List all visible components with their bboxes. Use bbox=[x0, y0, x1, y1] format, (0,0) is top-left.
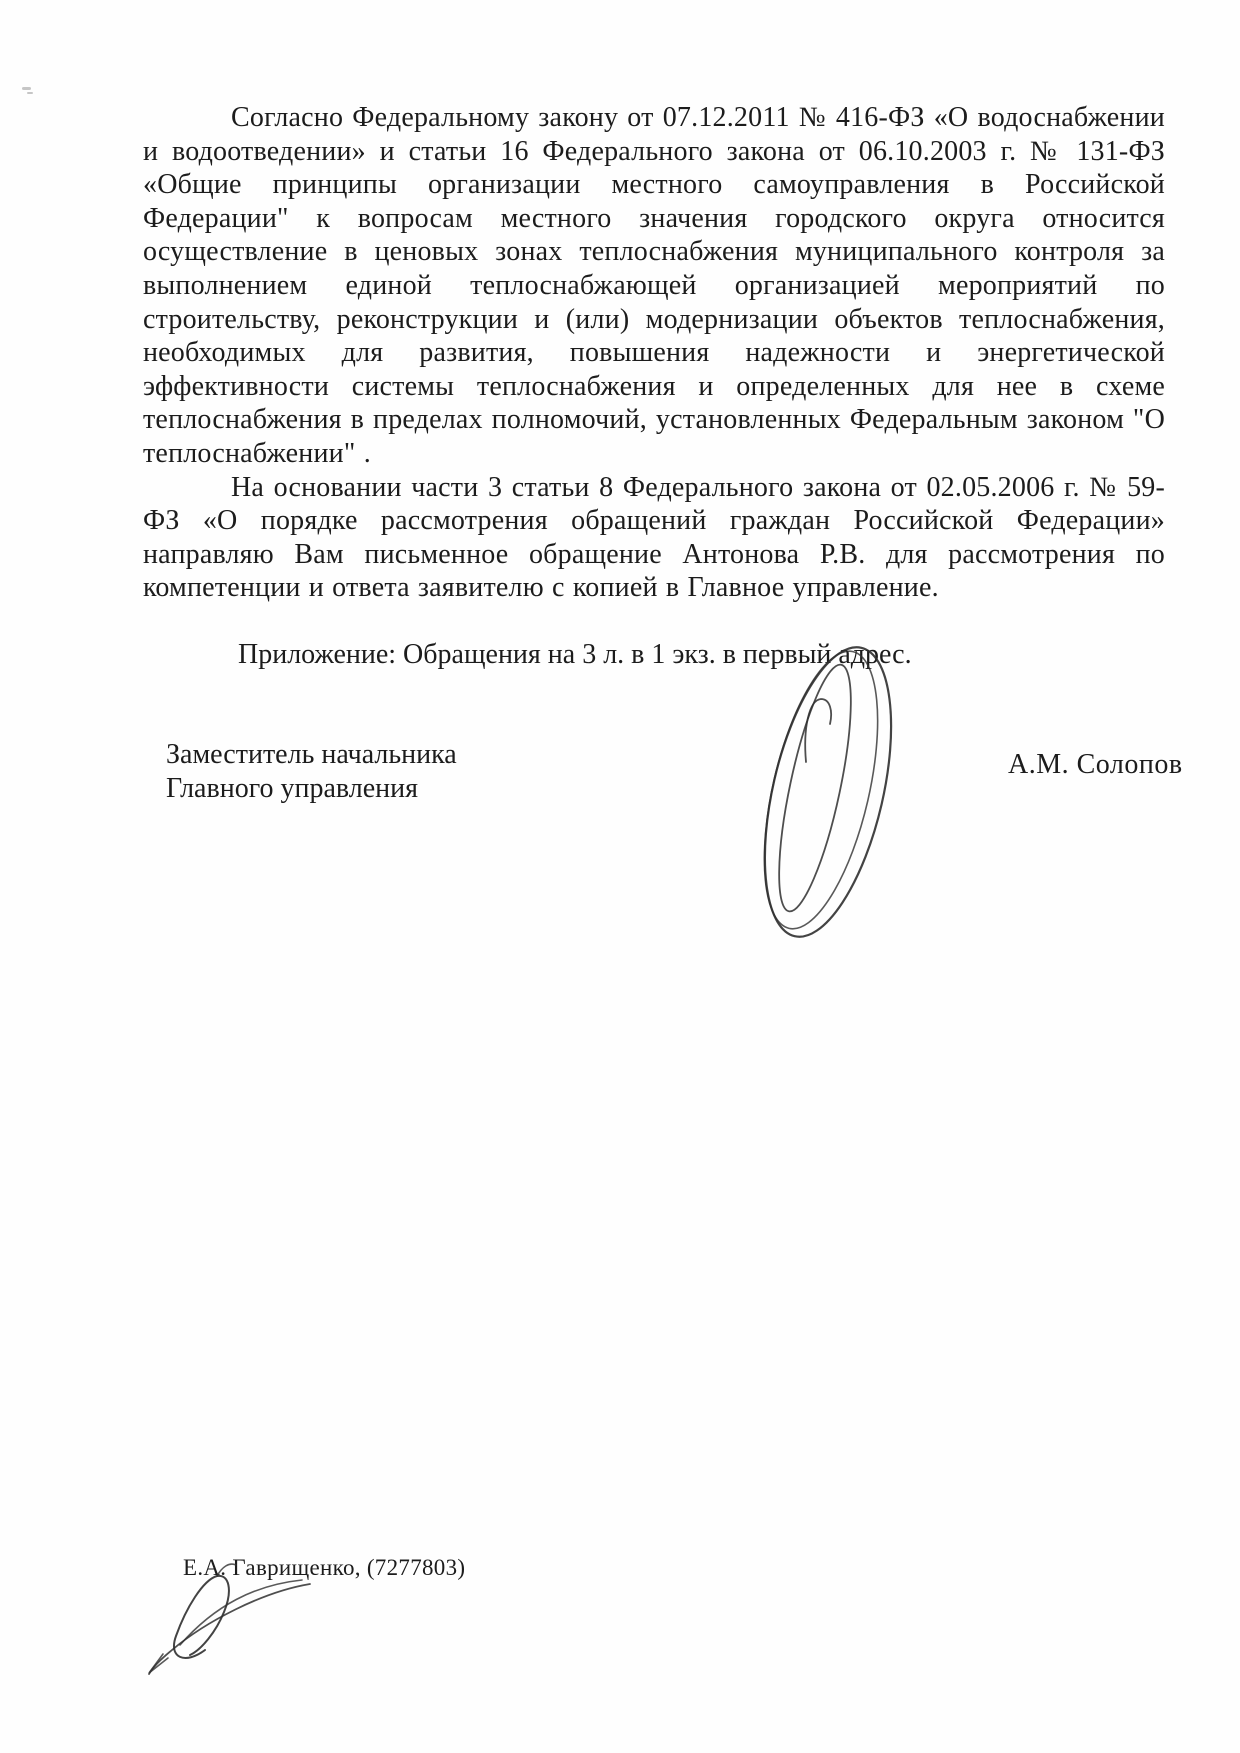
paragraph-forwarding: На основании части 3 статьи 8 Федерального закона от 02.05.2006 г. № 59-ФЗ «О порядке рассмотрения обращений граждан Российской Федерации» направляю Вам письменное обращение Антонова Р.В. для рассмотрения по компетенции и ответа заявителю с копией в Главное управление. bbox=[143, 471, 1165, 604]
official-signature bbox=[741, 635, 915, 948]
attachment-line: Приложение: Обращения на 3 л. в 1 экз. в первый адрес. bbox=[238, 639, 912, 670]
signer-title-line1: Заместитель начальника bbox=[166, 739, 457, 770]
paragraph-legal-basis: Согласно Федеральному закону от 07.12.2011 № 416-ФЗ «О водоснабжении и водоотведении» и статьи 16 Федерального закона от 06.10.2003 г. № 131-ФЗ «Общие принципы организации местного самоуправления в Российской Федерации" к вопросам местного значения городского округа относится осуществление в ценовых зонах теплоснабжения муниципального контроля за выполнением единой теплоснабжающей организацией мероприятий по строительству, реконструкции и (или) модернизации объектов теплоснабжения, необходимых для развития, повышения надежности и энергетической эффективности системы теплоснабжения и определенных для нее в схеме теплоснабжения в пределах полномочий, установленных Федеральным законом "О теплоснабжении" . bbox=[143, 102, 1165, 469]
attachment-section bbox=[143, 638, 1165, 672]
signer-name: А.М. Солопов bbox=[1008, 749, 1183, 780]
executor-info: Е.А. Гаврищенко, (7277803) bbox=[183, 1555, 466, 1580]
letter-body bbox=[143, 101, 1165, 605]
signer-title-line2: Главного управления bbox=[166, 773, 418, 804]
signer-title bbox=[166, 738, 457, 806]
scan-speck bbox=[22, 87, 33, 94]
